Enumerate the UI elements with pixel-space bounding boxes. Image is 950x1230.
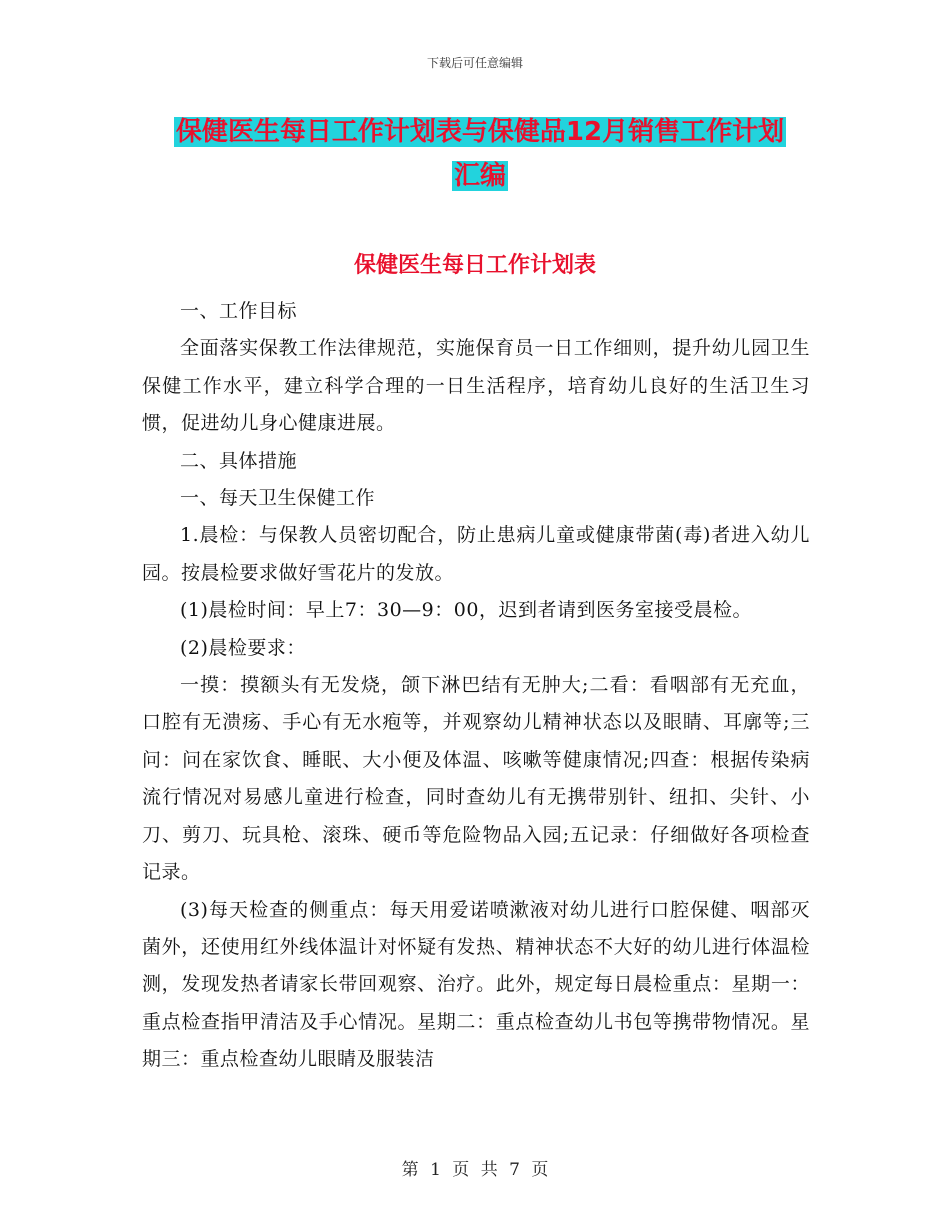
- section-title: 保健医生每日工作计划表: [353, 253, 596, 278]
- paragraph-daily-heading: 一、每天卫生保健工作: [180, 487, 376, 510]
- paragraph-goal-heading: 一、工作目标: [180, 300, 298, 322]
- paragraph-check-time: (1)晨检时间：早上7：30—9：00，迟到者请到医务室接受晨检。: [180, 599, 752, 622]
- paragraph-goal: 全面落实保教工作法律规范，实施保育员一日工作细则，提升幼儿园卫生保健工作水平，建立科学合理的一日生活程序，培育幼儿良好的生活卫生习惯，促进幼儿身心健康进展。: [142, 337, 810, 435]
- document-title-line-1: 保健医生每日工作计划表与保健品12月销售工作计划: [175, 117, 785, 147]
- paragraph-check-focus: (3)每天检查的侧重点：每天用爱诺喷漱液对幼儿进行口腔保健、咽部灭菌外，还使用红外线体温计对怀疑有发热、精神状态不大好的幼儿进行体温检测，发现发热者请家长带回观察、治疗。此外，规定每日晨检重点：星期一：重点检查指甲清洁及手心情况。星期二：重点检查幼儿书包等携带物情况。星期三：重点检查幼儿眼睛及服装洁: [142, 898, 810, 1071]
- paragraph-check-steps: 一摸：摸额头有无发烧，颌下淋巴结有无肿大;二看：看咽部有无充血，口腔有无溃疡、手心有无水疱等，并观察幼儿精神状态以及眼睛、耳廓等;三问：问在家饮食、睡眠、大小便及体温、咳嗽等健康情况;四查：根据传染病流行情况对易感儿童进行检查，同时查幼儿有无携带别针、纽扣、尖针、小刀、剪刀、玩具枪、滚珠、硬币等危险物品入园;五记录：仔细做好各项检查记录。: [142, 674, 810, 884]
- paragraph-check-requirements: (2)晨检要求：: [180, 636, 306, 659]
- body-text: [142, 293, 810, 1079]
- paragraph-morning-check: 1.晨检：与保教人员密切配合，防止患病儿童或健康带菌(毒)者进入幼儿园。按晨检要求做好雪花片的发放。: [142, 524, 810, 584]
- header-note: 下载后可任意编辑: [426, 56, 523, 70]
- document-title-line-2: 汇编: [453, 161, 506, 191]
- paragraph-measures-heading: 二、具体措施: [180, 449, 298, 472]
- document-title: [140, 110, 820, 198]
- page-footer: 第 1 页 共 7 页: [401, 1160, 549, 1180]
